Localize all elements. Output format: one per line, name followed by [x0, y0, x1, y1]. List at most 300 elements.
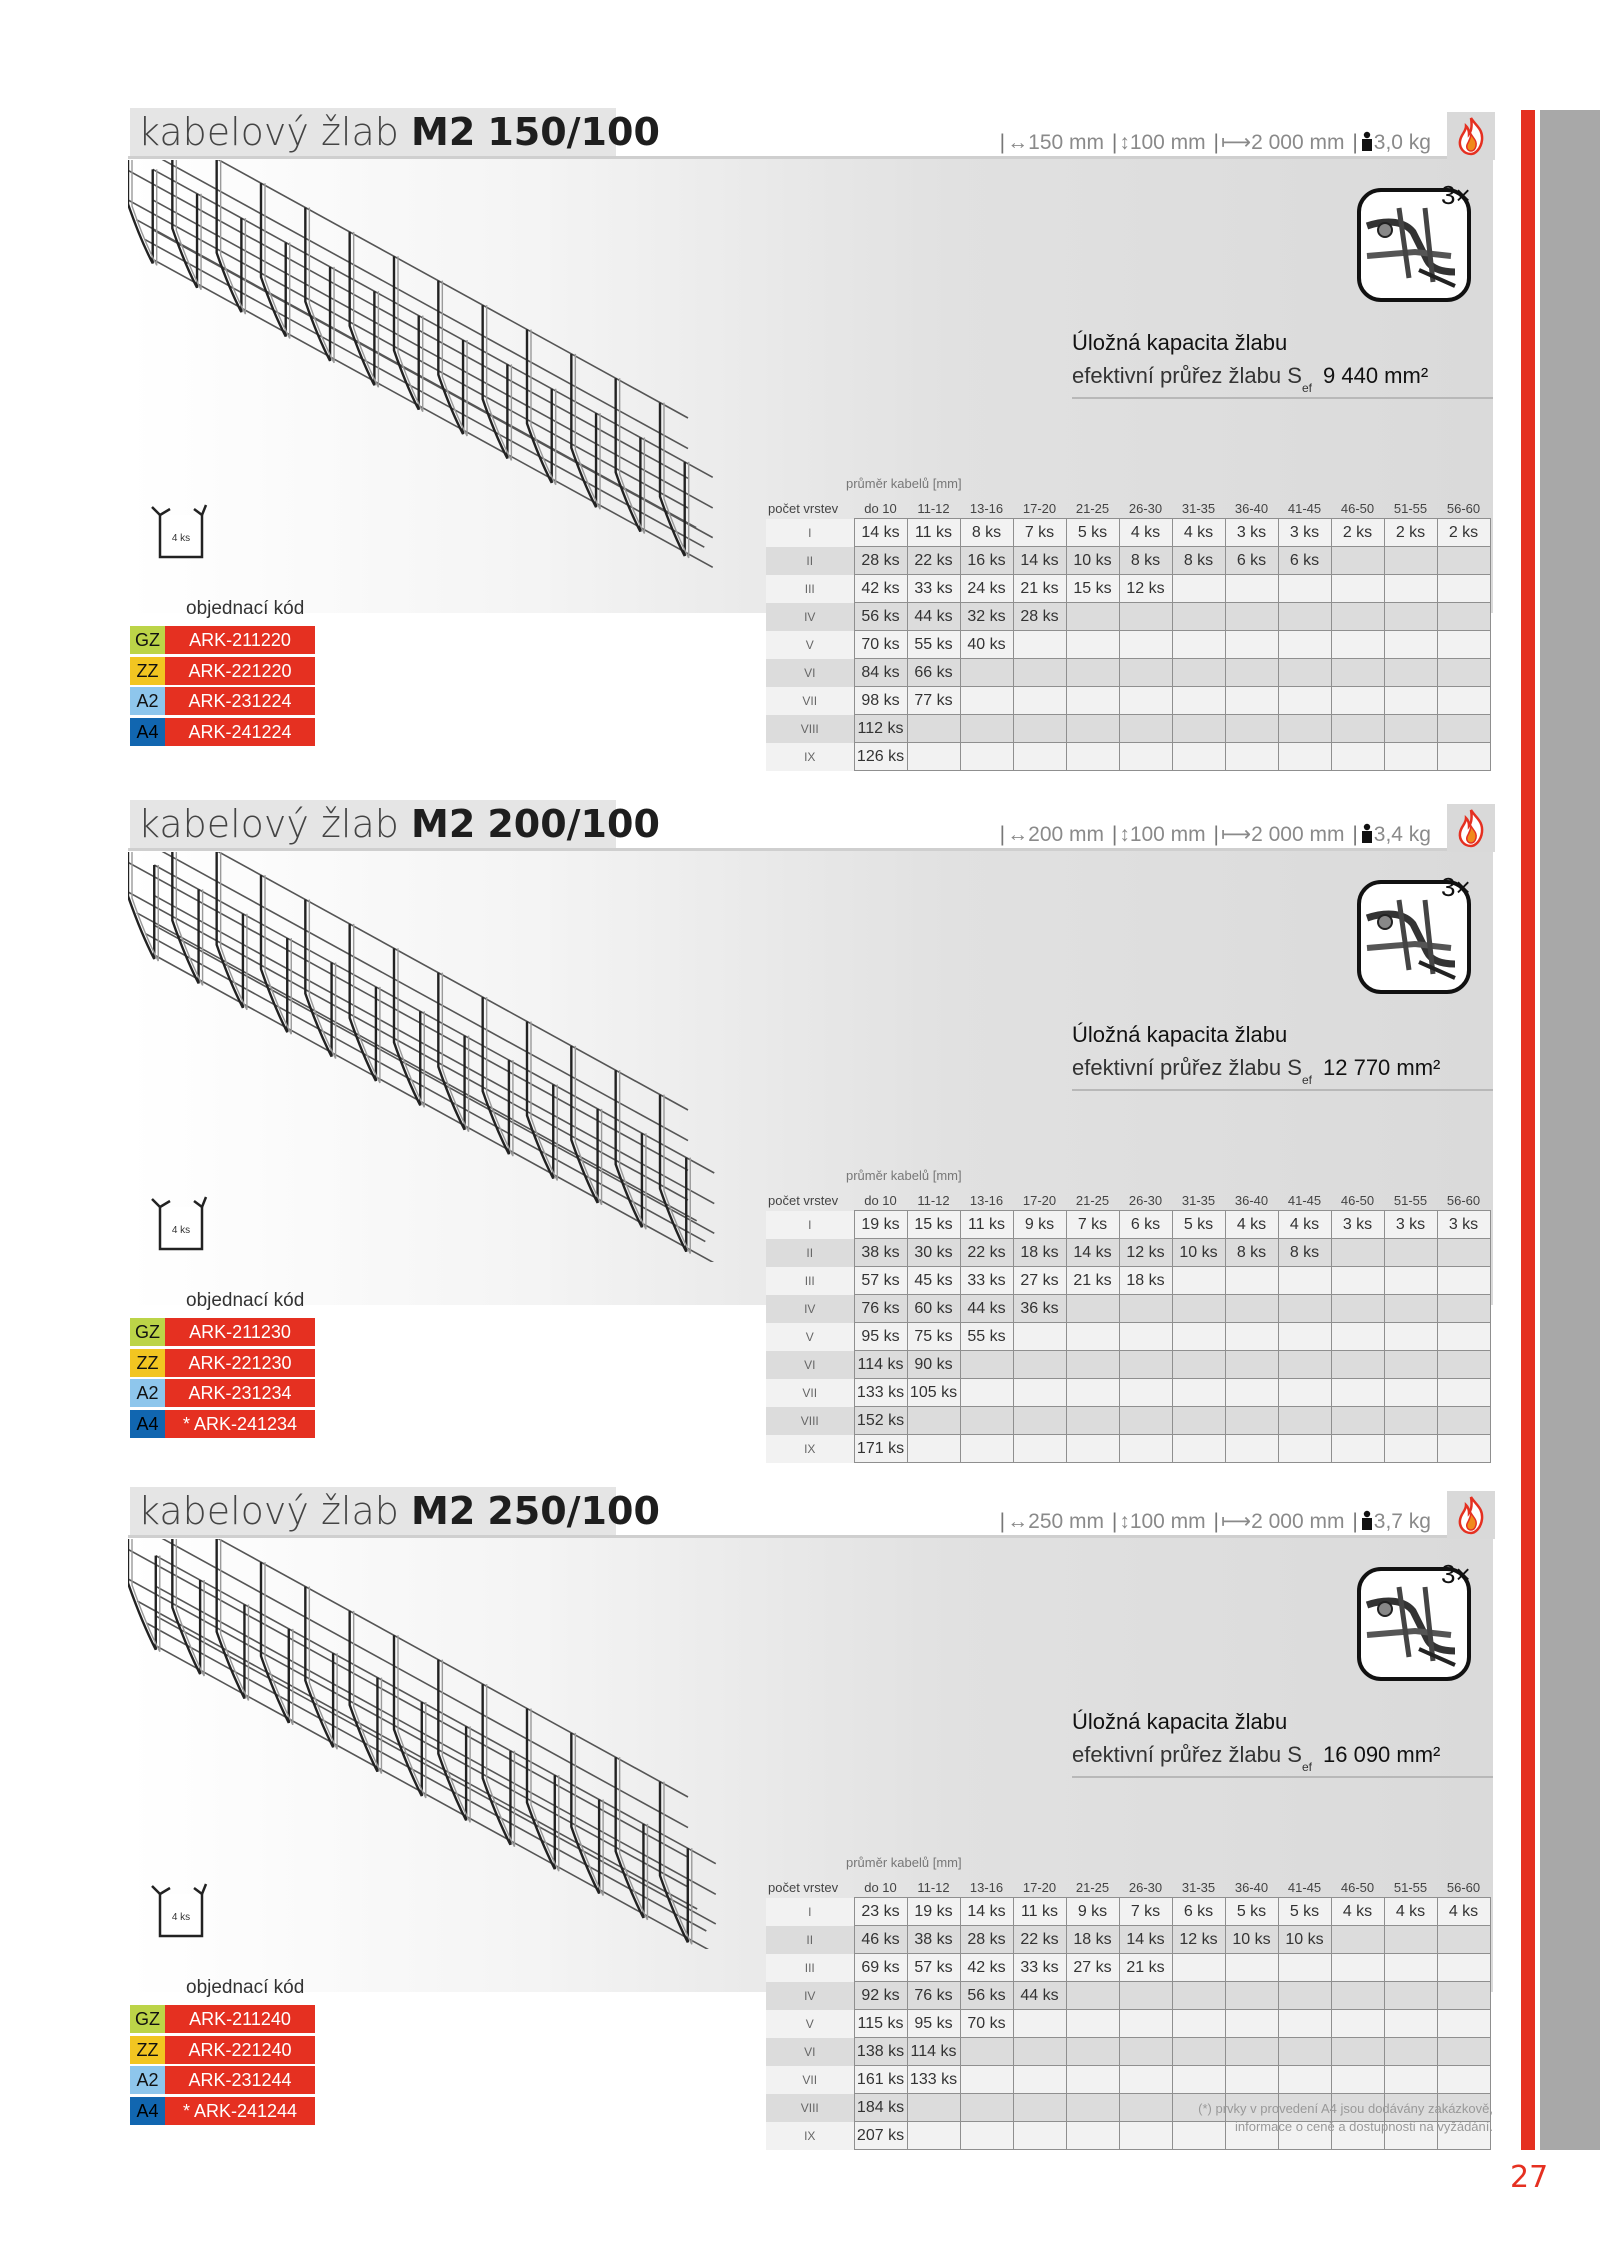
- table-cell: [1331, 1323, 1384, 1351]
- column-header: 17-20: [1022, 1879, 1057, 1895]
- table-cell: [1437, 1323, 1490, 1351]
- table-cell: [1384, 2066, 1437, 2094]
- order-code: ARK-231224: [165, 687, 315, 715]
- title-size: 150/100: [487, 110, 660, 154]
- table-row: [766, 1239, 1490, 1267]
- table-caption: průměr kabelů [mm]: [846, 476, 962, 491]
- order-row: [130, 1410, 315, 1438]
- table-cell: [1119, 631, 1172, 659]
- table-cell: 36 ks: [1013, 1295, 1066, 1323]
- order-material: A4: [130, 718, 165, 746]
- table-cell: 207 ks: [854, 2122, 907, 2150]
- layer-label: VI: [766, 2038, 854, 2066]
- table-row: [766, 1295, 1490, 1323]
- capacity-subscript: ef: [1302, 1073, 1313, 1087]
- layer-label: III: [766, 1954, 854, 1982]
- table-cell: [1066, 1295, 1119, 1323]
- table-row: [766, 519, 1490, 547]
- table-cell: [1119, 659, 1172, 687]
- table-cell: [1384, 1379, 1437, 1407]
- table-cell: 22 ks: [960, 1239, 1013, 1267]
- width-arrow-icon: ↔: [1007, 1510, 1029, 1533]
- layer-label: VII: [766, 2066, 854, 2094]
- layer-label: IX: [766, 743, 854, 771]
- tray-image: [128, 1539, 733, 1949]
- table-cell: [960, 2066, 1013, 2094]
- table-cell: [1331, 659, 1384, 687]
- table-cell: [1172, 1267, 1225, 1295]
- title-model: M2: [411, 110, 476, 154]
- table-cell: 105 ks: [907, 1379, 960, 1407]
- order-row: [130, 657, 315, 685]
- table-cell: [1384, 2038, 1437, 2066]
- table-cell: [1225, 743, 1278, 771]
- table-row: [766, 631, 1490, 659]
- table-row: [766, 603, 1490, 631]
- product-title: [138, 1487, 660, 1535]
- spec-weight: 3,7 kg: [1373, 1510, 1431, 1533]
- table-cell: 22 ks: [907, 547, 960, 575]
- table-cell: 98 ks: [854, 687, 907, 715]
- table-cell: [1331, 1267, 1384, 1295]
- table-cell: 133 ks: [907, 2066, 960, 2094]
- table-cell: 33 ks: [907, 575, 960, 603]
- table-cell: [1225, 575, 1278, 603]
- table-cell: [1119, 1379, 1172, 1407]
- table-cell: 70 ks: [854, 631, 907, 659]
- column-header: 51-55: [1393, 1879, 1428, 1895]
- box-qty: 4 ks: [171, 533, 191, 544]
- table-cell: [1331, 1407, 1384, 1435]
- order-material: ZZ: [130, 657, 165, 685]
- table-cell: [1437, 2066, 1490, 2094]
- table-cell: 44 ks: [1013, 1982, 1066, 2010]
- table-row: [766, 1954, 1490, 1982]
- table-cell: 18 ks: [1066, 1926, 1119, 1954]
- layer-label: IX: [766, 1435, 854, 1463]
- table-cell: 5 ks: [1278, 1898, 1331, 1926]
- title-underline: [128, 156, 1493, 159]
- table-cell: 2 ks: [1437, 519, 1490, 547]
- column-header: 11-12: [917, 1192, 950, 1208]
- table-cell: [1384, 603, 1437, 631]
- height-arrow-icon: ↕: [1119, 1510, 1130, 1533]
- table-cell: [1013, 659, 1066, 687]
- table-cell: [1278, 1323, 1331, 1351]
- table-cell: [1384, 743, 1437, 771]
- layer-label: VII: [766, 687, 854, 715]
- tray-image: [128, 160, 733, 570]
- column-header: do 10: [864, 1192, 897, 1208]
- table-cell: [1066, 1379, 1119, 1407]
- column-header: 31-35: [1181, 1879, 1216, 1895]
- column-header: 13-16: [969, 1192, 1004, 1208]
- table-cell: 18 ks: [1013, 1239, 1066, 1267]
- table-cell: [1384, 1267, 1437, 1295]
- table-cell: 138 ks: [854, 2038, 907, 2066]
- table-cell: [1437, 659, 1490, 687]
- table-cell: [1172, 2066, 1225, 2094]
- table-cell: [1013, 715, 1066, 743]
- table-cell: [1225, 2010, 1278, 2038]
- order-code: ARK-221230: [165, 1349, 315, 1377]
- product-title-box: [130, 1487, 660, 1535]
- table-cell: [1225, 1982, 1278, 2010]
- table-cell: [960, 743, 1013, 771]
- page-number: 27: [1510, 2160, 1549, 2195]
- table-cell: [1066, 1323, 1119, 1351]
- table-cell: [1172, 575, 1225, 603]
- order-material: A2: [130, 687, 165, 715]
- table-cell: [1119, 1407, 1172, 1435]
- table-cell: 60 ks: [907, 1295, 960, 1323]
- layer-label: IV: [766, 1982, 854, 2010]
- table-cell: [1119, 715, 1172, 743]
- table-cell: [1066, 1435, 1119, 1463]
- column-header: 41-45: [1287, 1192, 1322, 1208]
- table-cell: [1066, 1982, 1119, 2010]
- table-cell: 76 ks: [907, 1982, 960, 2010]
- capacity-subscript: ef: [1302, 381, 1313, 395]
- column-header: 51-55: [1393, 500, 1428, 516]
- table-cell: [960, 1351, 1013, 1379]
- table-cell: 38 ks: [907, 1926, 960, 1954]
- table-cell: 30 ks: [907, 1239, 960, 1267]
- table-cell: 4 ks: [1172, 519, 1225, 547]
- capacity-value: 9 440 mm²: [1323, 363, 1429, 388]
- table-cell: [1172, 1323, 1225, 1351]
- table-cell: [1013, 743, 1066, 771]
- table-cell: [1013, 1407, 1066, 1435]
- order-code: ARK-231234: [165, 1379, 315, 1407]
- table-cell: [1013, 1323, 1066, 1351]
- order-label: objednací kód: [186, 1290, 305, 1311]
- table-cell: [1225, 1323, 1278, 1351]
- table-row: [766, 2066, 1490, 2094]
- table-cell: 15 ks: [1066, 575, 1119, 603]
- table-cell: 19 ks: [854, 1211, 907, 1239]
- table-cell: [1172, 743, 1225, 771]
- column-header: 36-40: [1234, 1879, 1269, 1895]
- column-header: do 10: [864, 500, 897, 516]
- layer-label: II: [766, 547, 854, 575]
- table-cell: [1013, 2066, 1066, 2094]
- table-cell: 46 ks: [854, 1926, 907, 1954]
- order-code: * ARK-241244: [165, 2097, 315, 2125]
- order-material: A4: [130, 1410, 165, 1438]
- table-cell: [1225, 659, 1278, 687]
- fire-icon: [1447, 804, 1495, 852]
- table-cell: 10 ks: [1066, 547, 1119, 575]
- column-header: 17-20: [1022, 1192, 1057, 1208]
- order-material: GZ: [130, 626, 165, 654]
- title-model: M2: [411, 802, 476, 846]
- table-cell: 70 ks: [960, 2010, 1013, 2038]
- order-code: ARK-211240: [165, 2005, 315, 2033]
- table-cell: [1437, 1239, 1490, 1267]
- capacity-table: [766, 498, 1491, 771]
- table-cell: 33 ks: [1013, 1954, 1066, 1982]
- column-header: 26-30: [1128, 500, 1163, 516]
- table-cell: [1066, 1351, 1119, 1379]
- table-cell: [1437, 715, 1490, 743]
- column-header: do 10: [864, 1879, 897, 1895]
- column-header: 46-50: [1340, 1879, 1375, 1895]
- width-arrow-icon: ↔: [1007, 823, 1029, 846]
- table-cell: 11 ks: [907, 519, 960, 547]
- table-cell: [960, 2122, 1013, 2150]
- table-cell: [1331, 1379, 1384, 1407]
- table-cell: 5 ks: [1172, 1211, 1225, 1239]
- table-cell: 14 ks: [1066, 1239, 1119, 1267]
- title-prefix: kabelový žlab: [138, 802, 399, 846]
- column-header: 13-16: [969, 500, 1004, 516]
- layer-label: V: [766, 631, 854, 659]
- table-cell: 27 ks: [1013, 1267, 1066, 1295]
- table-cell: [1437, 1982, 1490, 2010]
- table-cell: [1119, 2066, 1172, 2094]
- table-cell: [1172, 1954, 1225, 1982]
- table-cell: [1331, 687, 1384, 715]
- table-cell: [1437, 575, 1490, 603]
- table-cell: [907, 2094, 960, 2122]
- table-cell: 24 ks: [960, 575, 1013, 603]
- table-row: [766, 1351, 1490, 1379]
- column-header: 31-35: [1181, 500, 1216, 516]
- order-material: ZZ: [130, 2036, 165, 2064]
- order-material: ZZ: [130, 1349, 165, 1377]
- table-cell: [1278, 603, 1331, 631]
- spec-length: 2 000 mm: [1251, 823, 1345, 846]
- spec-height: 100 mm: [1129, 823, 1206, 846]
- table-cell: [1119, 1351, 1172, 1379]
- table-cell: 95 ks: [907, 2010, 960, 2038]
- table-header-row: [766, 498, 1490, 519]
- table-cell: [1119, 1323, 1172, 1351]
- table-cell: [1331, 1982, 1384, 2010]
- layer-label: I: [766, 1898, 854, 1926]
- table-cell: [1331, 715, 1384, 743]
- capacity-table-wrap: [766, 1190, 1491, 1463]
- table-cell: 11 ks: [960, 1211, 1013, 1239]
- spec-line: |↔250 mm |↕100 mm |⟼2 000 mm | 3,7 kg: [999, 1510, 1431, 1533]
- table-row: [766, 2038, 1490, 2066]
- table-cell: 3 ks: [1384, 1211, 1437, 1239]
- capacity-value: 12 770 mm²: [1323, 1055, 1441, 1080]
- layer-label: VIII: [766, 1407, 854, 1435]
- table-cell: 3 ks: [1437, 1211, 1490, 1239]
- order-code: ARK-221240: [165, 2036, 315, 2064]
- table-cell: [1172, 715, 1225, 743]
- box-icon: [150, 501, 208, 561]
- table-cell: [1384, 1926, 1437, 1954]
- table-cell: [907, 1435, 960, 1463]
- table-cell: 171 ks: [854, 1435, 907, 1463]
- table-cell: [1119, 1295, 1172, 1323]
- table-cell: 19 ks: [907, 1898, 960, 1926]
- table-row: [766, 715, 1490, 743]
- table-cell: [1437, 1954, 1490, 1982]
- table-cell: 55 ks: [907, 631, 960, 659]
- length-arrow-icon: ⟼: [1220, 823, 1252, 846]
- table-cell: [1225, 603, 1278, 631]
- order-row: [130, 1379, 315, 1407]
- order-code: * ARK-241234: [165, 1410, 315, 1438]
- table-cell: 9 ks: [1066, 1898, 1119, 1926]
- table-cell: [1225, 2038, 1278, 2066]
- table-cell: [1437, 743, 1490, 771]
- table-cell: [1119, 687, 1172, 715]
- table-cell: [1066, 2066, 1119, 2094]
- table-row: [766, 547, 1490, 575]
- table-cell: 76 ks: [854, 1295, 907, 1323]
- table-cell: 12 ks: [1119, 1239, 1172, 1267]
- table-cell: [1066, 715, 1119, 743]
- table-cell: [1384, 1351, 1437, 1379]
- table-cell: [1013, 631, 1066, 659]
- table-cell: 7 ks: [1013, 519, 1066, 547]
- table-cell: [1225, 687, 1278, 715]
- column-header: 13-16: [969, 1879, 1004, 1895]
- table-cell: [1278, 2038, 1331, 2066]
- column-header: 36-40: [1234, 500, 1269, 516]
- capacity-divider: [1072, 1089, 1493, 1091]
- order-code: ARK-231244: [165, 2066, 315, 2094]
- table-cell: [1278, 1267, 1331, 1295]
- table-cell: 6 ks: [1278, 547, 1331, 575]
- table-cell: 84 ks: [854, 659, 907, 687]
- capacity-title: Úložná kapacita žlabu: [1072, 1709, 1288, 1734]
- table-cell: [1172, 687, 1225, 715]
- table-cell: [1172, 603, 1225, 631]
- table-cell: [1225, 1295, 1278, 1323]
- table-cell: [1331, 603, 1384, 631]
- column-header: 41-45: [1287, 500, 1322, 516]
- order-row: [130, 626, 315, 654]
- table-cell: 75 ks: [907, 1323, 960, 1351]
- table-cell: [960, 2038, 1013, 2066]
- box-icon: [150, 1193, 208, 1253]
- table-cell: [1066, 659, 1119, 687]
- table-cell: 4 ks: [1278, 1211, 1331, 1239]
- table-header-row: [766, 1190, 1490, 1211]
- table-cell: [1384, 631, 1437, 659]
- table-cell: [960, 2094, 1013, 2122]
- table-cell: 77 ks: [907, 687, 960, 715]
- order-row: [130, 687, 315, 715]
- table-cell: 10 ks: [1225, 1926, 1278, 1954]
- capacity-label: efektivní průřez žlabu S: [1072, 363, 1302, 388]
- box-qty: 4 ks: [171, 1225, 191, 1236]
- table-cell: [1225, 1379, 1278, 1407]
- spec-length: 2 000 mm: [1251, 131, 1345, 154]
- table-cell: 114 ks: [854, 1351, 907, 1379]
- table-cell: [1437, 1926, 1490, 1954]
- title-prefix: kabelový žlab: [138, 1489, 399, 1533]
- table-cell: [1119, 743, 1172, 771]
- table-row: [766, 1379, 1490, 1407]
- title-underline: [128, 1535, 1493, 1538]
- footnote-line: (*) prvky v provedení A4 jsou dodávány zakázkově,: [1198, 2101, 1493, 2116]
- table-cell: 184 ks: [854, 2094, 907, 2122]
- table-cell: [1384, 1407, 1437, 1435]
- table-cell: [1278, 1351, 1331, 1379]
- order-row: [130, 1318, 315, 1346]
- table-cell: 4 ks: [1119, 519, 1172, 547]
- layer-label: VIII: [766, 715, 854, 743]
- table-cell: [1066, 687, 1119, 715]
- table-cell: [1278, 743, 1331, 771]
- column-header: 56-60: [1446, 500, 1481, 516]
- table-cell: 21 ks: [1013, 575, 1066, 603]
- table-cell: [1013, 2094, 1066, 2122]
- table-cell: [1119, 603, 1172, 631]
- table-cell: 42 ks: [854, 575, 907, 603]
- weight-icon: [1360, 131, 1374, 151]
- table-row: [766, 743, 1490, 771]
- table-cell: [1172, 659, 1225, 687]
- table-cell: [1331, 1295, 1384, 1323]
- table-cell: 6 ks: [1225, 547, 1278, 575]
- column-header: 21-25: [1075, 1879, 1110, 1895]
- table-cell: [1278, 687, 1331, 715]
- table-cell: [1119, 2038, 1172, 2066]
- order-label: objednací kód: [186, 598, 305, 619]
- column-header: 21-25: [1075, 500, 1110, 516]
- table-cell: 14 ks: [960, 1898, 1013, 1926]
- table-cell: [1172, 2010, 1225, 2038]
- weight-icon: [1360, 1510, 1374, 1530]
- table-cell: 112 ks: [854, 715, 907, 743]
- table-cell: [1331, 1954, 1384, 1982]
- spec-weight: 3,0 kg: [1373, 131, 1431, 154]
- table-cell: 8 ks: [1225, 1239, 1278, 1267]
- table-row: [766, 1898, 1490, 1926]
- table-cell: [1384, 1435, 1437, 1463]
- mount-count: 3×: [1441, 180, 1471, 210]
- column-header: 11-12: [917, 1879, 950, 1895]
- table-cell: [1331, 1435, 1384, 1463]
- table-cell: 115 ks: [854, 2010, 907, 2038]
- table-cell: 4 ks: [1384, 1898, 1437, 1926]
- title-size: 250/100: [487, 1489, 660, 1533]
- table-cell: 114 ks: [907, 2038, 960, 2066]
- column-header: 26-30: [1128, 1879, 1163, 1895]
- table-cell: 2 ks: [1331, 519, 1384, 547]
- table-cell: 28 ks: [854, 547, 907, 575]
- width-arrow-icon: ↔: [1007, 131, 1029, 154]
- table-cell: [1013, 2038, 1066, 2066]
- table-caption: průměr kabelů [mm]: [846, 1168, 962, 1183]
- column-header: 26-30: [1128, 1192, 1163, 1208]
- box-icon: [150, 1880, 208, 1940]
- table-cell: 14 ks: [854, 519, 907, 547]
- fire-icon: [1447, 1491, 1495, 1539]
- capacity-title: Úložná kapacita žlabu: [1072, 330, 1288, 355]
- fire-icon: [1447, 112, 1495, 160]
- table-cell: [1384, 547, 1437, 575]
- weight-icon: [1360, 823, 1374, 843]
- table-cell: [1331, 2038, 1384, 2066]
- table-row: [766, 1435, 1490, 1463]
- product-section-2: [128, 800, 1493, 1457]
- table-cell: 10 ks: [1172, 1239, 1225, 1267]
- order-material: A4: [130, 2097, 165, 2125]
- table-cell: 21 ks: [1066, 1267, 1119, 1295]
- order-row: [130, 1349, 315, 1377]
- layer-label: VII: [766, 1379, 854, 1407]
- layer-label: II: [766, 1926, 854, 1954]
